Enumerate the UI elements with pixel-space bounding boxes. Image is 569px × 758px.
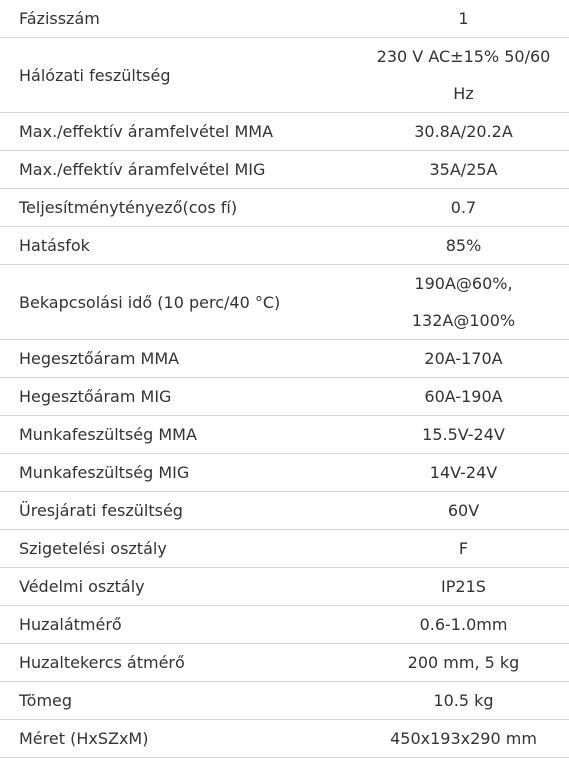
spec-value: 30.8A/20.2A [358,113,569,151]
spec-label: Munkafeszültség MMA [0,416,358,454]
table-row [0,454,569,492]
spec-value: 1 [358,0,569,38]
spec-label: Huzalátmérő [0,606,358,644]
spec-label: Max./effektív áramfelvétel MMA [0,113,358,151]
table-row [0,265,569,340]
table-row [0,568,569,606]
table-row [0,113,569,151]
spec-label: Bekapcsolási idő (10 perc/40 °C) [0,265,358,340]
table-row [0,151,569,189]
spec-value [358,38,569,113]
spec-label: Hatásfok [0,227,358,265]
spec-label: Hálózati feszültség [0,38,358,113]
spec-label: Max./effektív áramfelvétel MIG [0,151,358,189]
spec-value-line: 132A@100% [411,311,516,330]
spec-value [358,265,569,340]
table-row [0,0,569,38]
spec-label: Hegesztőáram MIG [0,378,358,416]
spec-label: Szigetelési osztály [0,530,358,568]
spec-label: Huzaltekercs átmérő [0,644,358,682]
spec-label: Védelmi osztály [0,568,358,606]
table-row [0,189,569,227]
spec-value: 0.7 [358,189,569,227]
spec-value: 15.5V-24V [358,416,569,454]
table-row [0,38,569,113]
spec-value: 60V [358,492,569,530]
spec-value: 450x193x290 mm [358,720,569,758]
spec-value-line: 190A@60%, [414,274,513,293]
table-row [0,644,569,682]
spec-value: 14V-24V [358,454,569,492]
spec-label: Méret (HxSZxM) [0,720,358,758]
spec-value: 85% [358,227,569,265]
spec-value: 60A-190A [358,378,569,416]
table-row [0,378,569,416]
table-row [0,682,569,720]
spec-value: F [358,530,569,568]
table-row [0,227,569,265]
table-row [0,340,569,378]
spec-label: Teljesítménytényező(cos fí) [0,189,358,227]
spec-label: Üresjárati feszültség [0,492,358,530]
spec-label: Fázisszám [0,0,358,38]
spec-value-line: Hz [453,84,474,103]
table-row [0,530,569,568]
spec-value-line: 230 V AC±15% 50/60 [376,47,551,66]
spec-value: 200 mm, 5 kg [358,644,569,682]
table-row [0,606,569,644]
spec-label: Hegesztőáram MMA [0,340,358,378]
spec-value: 0.6-1.0mm [358,606,569,644]
table-row [0,492,569,530]
spec-label: Tömeg [0,682,358,720]
spec-value: 10.5 kg [358,682,569,720]
spec-value: 35A/25A [358,151,569,189]
spec-value: IP21S [358,568,569,606]
spec-value: 20A-170A [358,340,569,378]
spec-label: Munkafeszültség MIG [0,454,358,492]
table-row [0,416,569,454]
